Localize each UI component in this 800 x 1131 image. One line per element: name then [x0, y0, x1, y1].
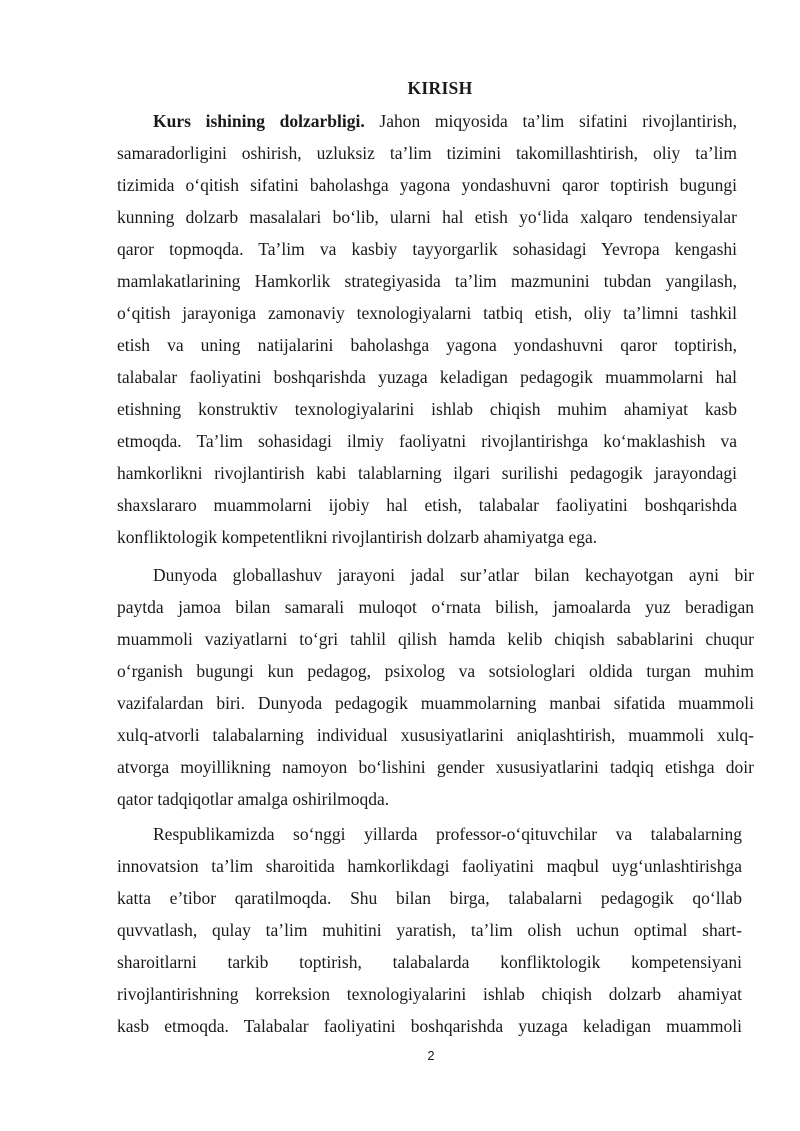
page-title: KIRISH — [407, 78, 473, 98]
paragraph-3-line: rivojlantirishning korreksion texnologiyalarini ishlab chiqish dolzarb ahamiyat — [117, 984, 742, 1004]
paragraph-2-line: xulq-atvorli talabalarning individual xususiyatlarini aniqlashtirish, muammoli xulq- — [117, 725, 754, 745]
paragraph-2-line: vazifalardan biri. Dunyoda pedagogik muammolarning manbai sifatida muammoli — [117, 693, 754, 713]
paragraph-3-line: Respublikamizda so‘nggi yillarda professor-o‘qituvchilar va talabalarning — [153, 824, 742, 844]
paragraph-3-line: sharoitlarni tarkib toptirish, talabalarda konfliktologik kompetensiyani — [117, 952, 742, 972]
page-number: 2 — [427, 1048, 435, 1063]
paragraph-2-line: muammoli vaziyatlarni to‘gri tahlil qilish hamda kelib chiqish sabablarini chuqur — [117, 629, 754, 649]
paragraph-2-line: atvorga moyillikning namoyon bo‘lishini gender xususiyatlarini tadqiq etishga doir — [117, 757, 754, 777]
paragraph-3-line: kasb etmoqda. Talabalar faoliyatini boshqarishda yuzaga keladigan muammoli — [117, 1016, 742, 1036]
paragraph-3-line: quvvatlash, qulay ta’lim muhitini yaratish, ta’lim olish uchun optimal shart- — [117, 920, 742, 940]
paragraph-3-line: innovatsion ta’lim sharoitida hamkorlikdagi faoliyatini maqbul uyg‘unlashtirishga — [117, 856, 742, 876]
paragraph-1-line: kunning dolzarb masalalari bo‘lib, ularni hal etish yo‘lida xalqaro tendensiyalar — [117, 207, 737, 227]
paragraph-1-text: Jahon miqyosida ta’lim sifatini rivojlantirish, — [379, 111, 738, 131]
paragraph-1-line: samaradorligini oshirish, uzluksiz ta’lim tizimini takomillashtirish, oliy ta’lim — [117, 143, 737, 163]
paragraph-2-line: o‘rganish bugungi kun pedagog, psixolog va sotsiologlari oldida turgan muhim — [117, 661, 754, 681]
paragraph-1-line: shaxslararo muammolarni ijobiy hal etish, talabalar faoliyatini boshqarishda — [117, 495, 737, 515]
paragraph-1-line: etmoqda. Ta’lim sohasidagi ilmiy faoliyatni rivojlantirishga ko‘maklashish va — [117, 431, 737, 451]
paragraph-1-line: qaror topmoqda. Ta’lim va kasbiy tayyorgarlik sohasidagi Yevropa kengashi — [117, 239, 737, 259]
paragraph-1-line: talabalar faoliyatini boshqarishda yuzaga keladigan pedagogik muammolarni hal — [117, 367, 737, 387]
paragraph-1-line: mamlakatlarining Hamkorlik strategiyasida ta’lim mazmunini tubdan yangilash, — [117, 271, 737, 291]
paragraph-1-line: o‘qitish jarayoniga zamonaviy texnologiyalarni tatbiq etish, oliy ta’limni tashkil — [117, 303, 737, 323]
paragraph-1-line: tizimida o‘qitish sifatini baholashga yagona yondashuvni qaror toptirish bugungi — [117, 175, 737, 195]
paragraph-1-line: hamkorlikni rivojlantirish kabi talablarning ilgari surilishi pedagogik jarayondagi — [117, 463, 737, 483]
paragraph-1-line: konfliktologik kompetentlikni rivojlantirish dolzarb ahamiyatga ega. — [117, 527, 598, 547]
paragraph-2-line: qator tadqiqotlar amalga oshirilmoqda. — [117, 789, 390, 809]
paragraph-2-line: paytda jamoa bilan samarali muloqot o‘rnata bilish, jamoalarda yuz beradigan — [117, 597, 754, 617]
paragraph-2-line: Dunyoda globallashuv jarayoni jadal sur’atlar bilan kechayotgan ayni bir — [153, 565, 754, 585]
paragraph-1-line: etish va uning natijalarini baholashga yagona yondashuvni qaror toptirish, — [117, 335, 737, 355]
paragraph-1-line: etishning konstruktiv texnologiyalarini ishlab chiqish muhim ahamiyat kasb — [117, 399, 737, 419]
section-lead-heading: Kurs ishining dolzarbligi. — [153, 111, 365, 131]
paragraph-3-line: katta e’tibor qaratilmoqda. Shu bilan birga, talabalarni pedagogik qo‘llab — [117, 888, 742, 908]
paragraph-1-line-1 — [153, 111, 737, 131]
